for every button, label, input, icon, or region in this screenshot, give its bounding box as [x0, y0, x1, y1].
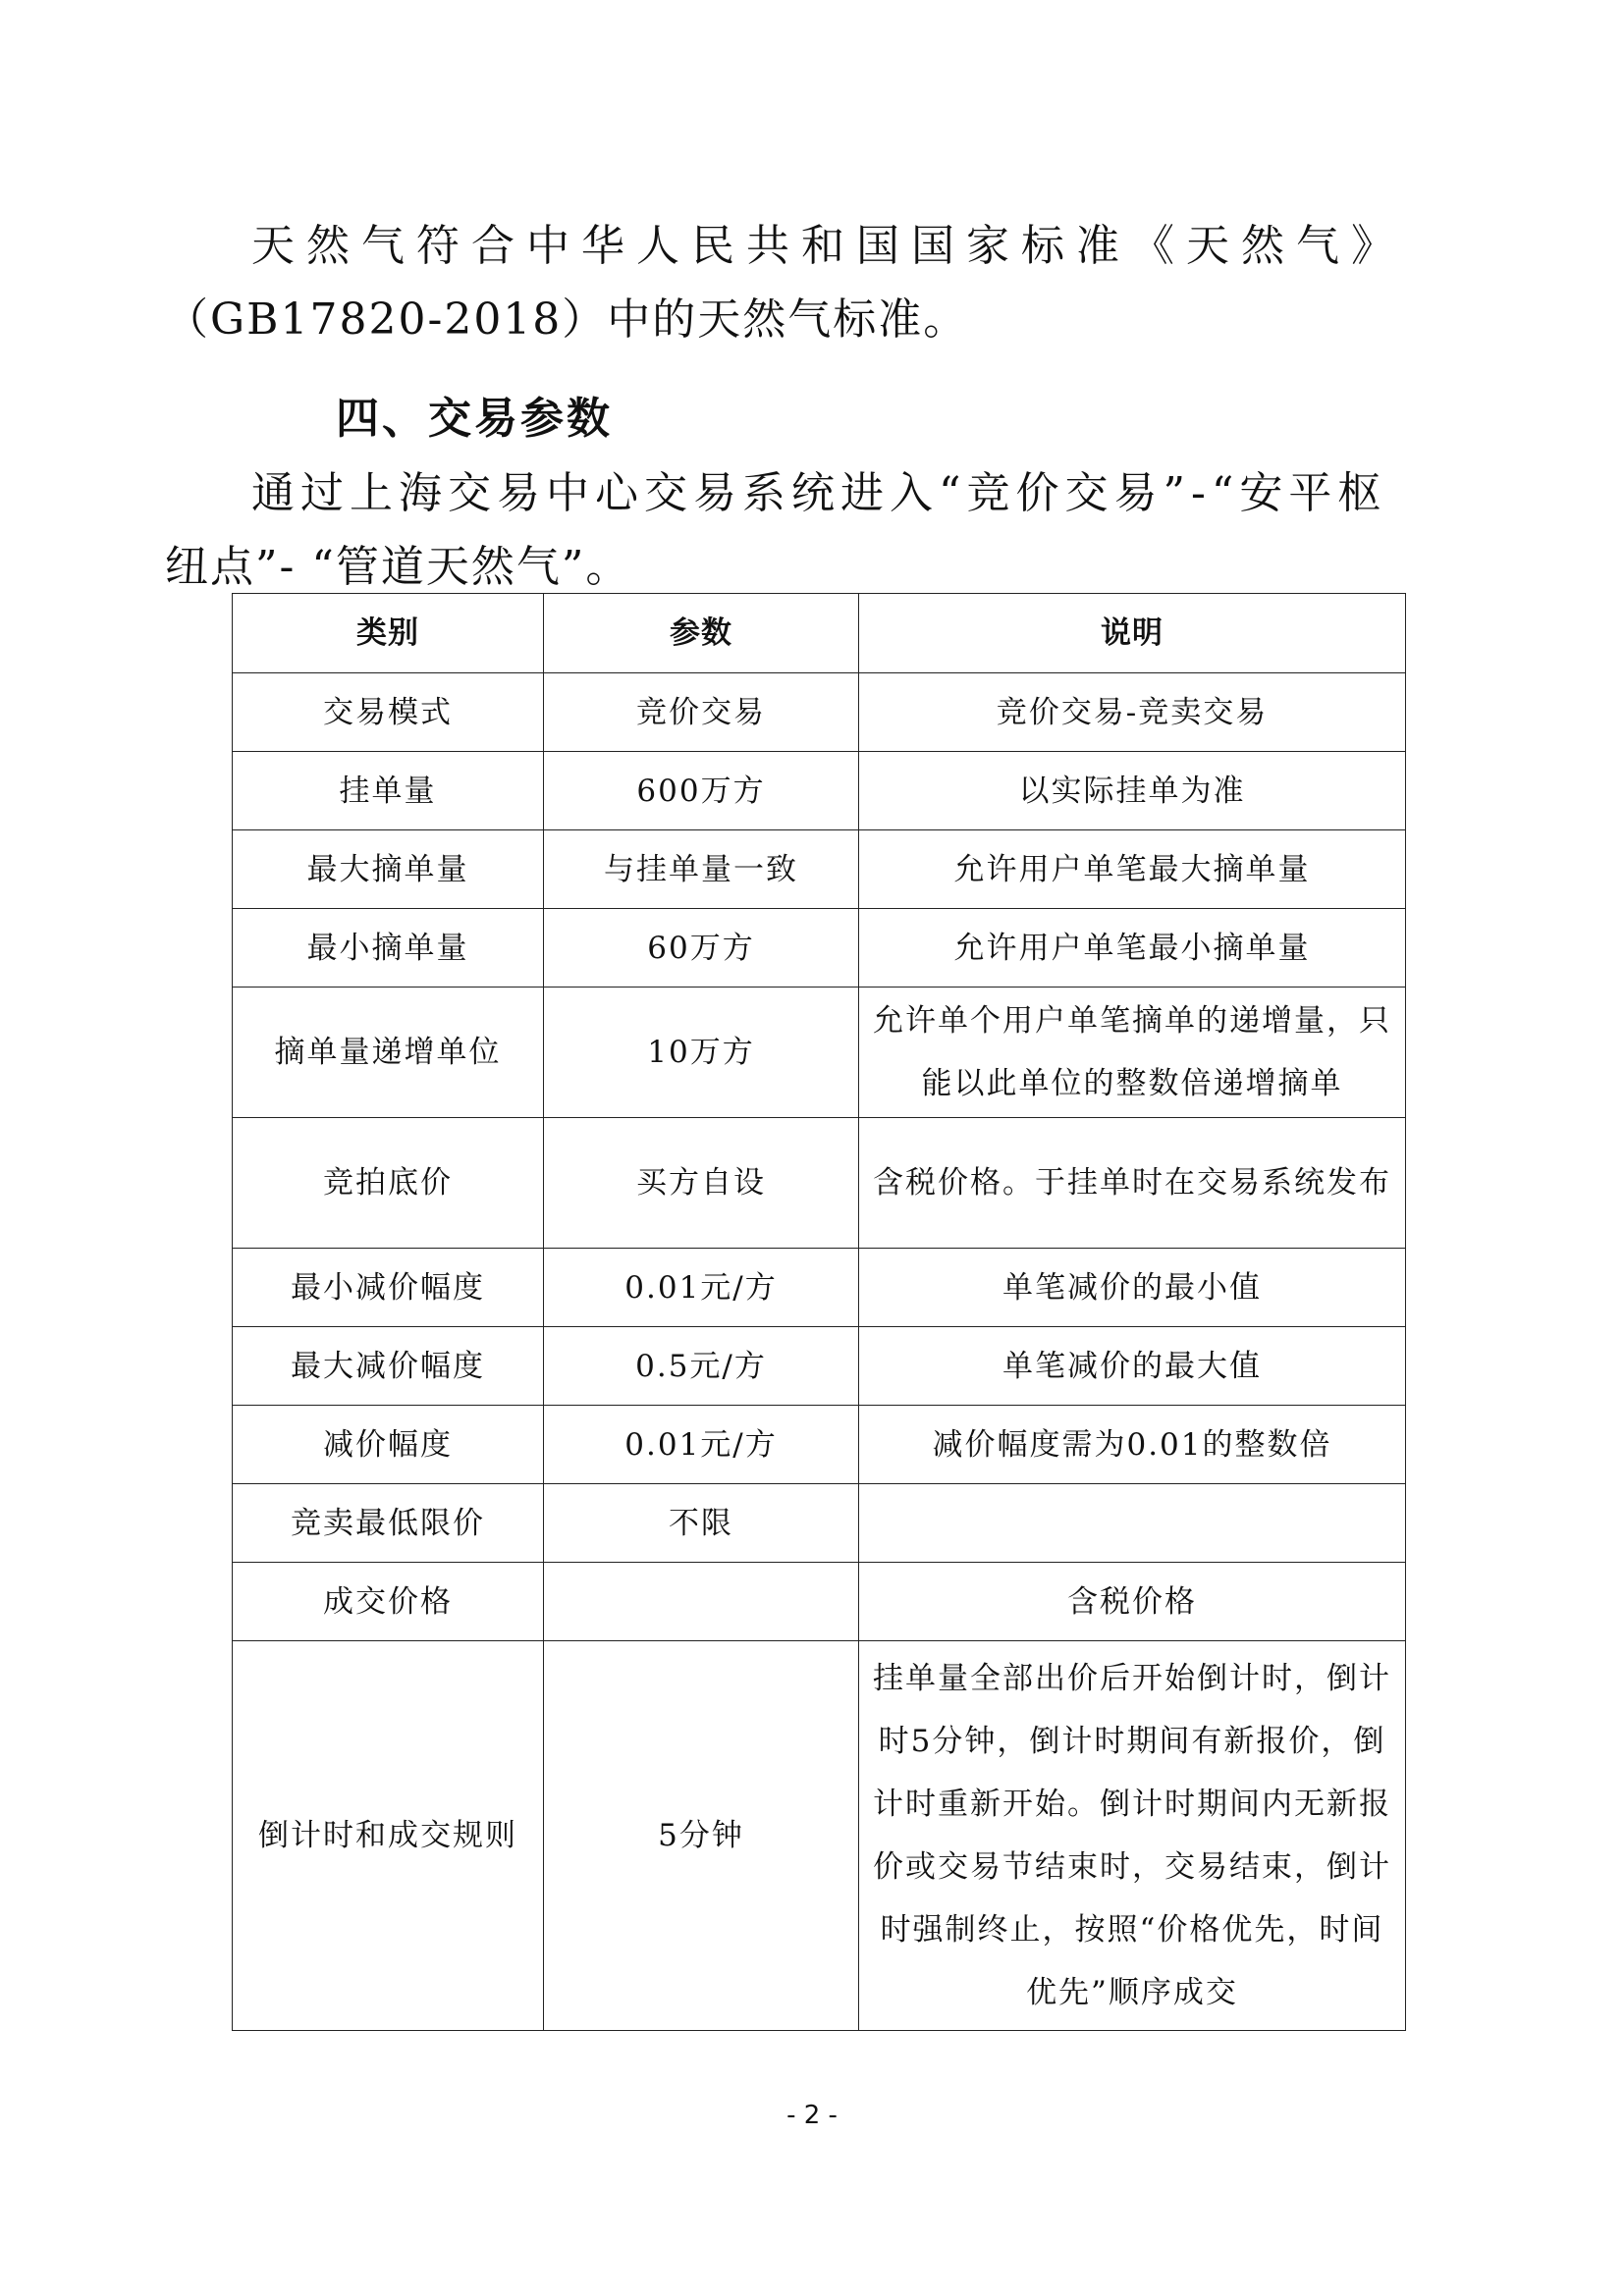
header-param: 参数 — [544, 594, 859, 673]
table-row — [233, 909, 1406, 988]
cell-param: 5分钟 — [544, 1641, 859, 2031]
trading-parameters-table — [232, 593, 1406, 2031]
table-row — [233, 1118, 1406, 1249]
cell-category: 竞卖最低限价 — [233, 1484, 544, 1563]
cell-param: 竞价交易 — [544, 673, 859, 752]
table-row — [233, 830, 1406, 909]
header-category: 类别 — [233, 594, 544, 673]
cell-desc: 允许用户单笔最大摘单量 — [859, 830, 1406, 909]
cell-param — [544, 1563, 859, 1641]
table-row — [233, 988, 1406, 1118]
cell-param: 0.01元/方 — [544, 1249, 859, 1327]
paragraph-line: 纽点”- “管道天然气”。 — [165, 542, 631, 592]
cell-category: 最大减价幅度 — [233, 1327, 544, 1406]
cell-param: 与挂单量一致 — [544, 830, 859, 909]
cell-category: 成交价格 — [233, 1563, 544, 1641]
cell-desc: 竞价交易-竞卖交易 — [859, 673, 1406, 752]
cell-category: 挂单量 — [233, 752, 544, 830]
cell-desc — [859, 1484, 1406, 1563]
cell-category: 交易模式 — [233, 673, 544, 752]
table-row — [233, 752, 1406, 830]
cell-category: 最小摘单量 — [233, 909, 544, 988]
paragraph-line: （GB17820-2018）中的天然气标准。 — [165, 294, 969, 345]
cell-desc: 允许用户单笔最小摘单量 — [859, 909, 1406, 988]
cell-param: 10万方 — [544, 988, 859, 1118]
cell-desc: 允许单个用户单笔摘单的递增量，只能以此单位的整数倍递增摘单 — [859, 988, 1406, 1118]
cell-category: 最小减价幅度 — [233, 1249, 544, 1327]
cell-category: 倒计时和成交规则 — [233, 1641, 544, 2031]
cell-param: 600万方 — [544, 752, 859, 830]
cell-desc: 减价幅度需为0.01的整数倍 — [859, 1406, 1406, 1484]
page-number: - 2 - — [786, 2101, 838, 2130]
table-row — [233, 1641, 1406, 2031]
table-row — [233, 1249, 1406, 1327]
cell-desc: 挂单量全部出价后开始倒计时，倒计时5分钟，倒计时期间有新报价，倒计时重新开始。倒计时期间内无新报价或交易节结束时，交易结束，倒计时强制终止，按照“价格优先，时间优先”顺序成交 — [859, 1641, 1406, 2031]
table-row — [233, 1563, 1406, 1641]
cell-desc: 以实际挂单为准 — [859, 752, 1406, 830]
cell-desc: 含税价格。于挂单时在交易系统发布 — [859, 1118, 1406, 1249]
cell-category: 减价幅度 — [233, 1406, 544, 1484]
table-row — [233, 1484, 1406, 1563]
cell-param: 买方自设 — [544, 1118, 859, 1249]
cell-param: 0.01元/方 — [544, 1406, 859, 1484]
cell-param: 不限 — [544, 1484, 859, 1563]
cell-category: 摘单量递增单位 — [233, 988, 544, 1118]
cell-category: 竞拍底价 — [233, 1118, 544, 1249]
header-desc: 说明 — [859, 594, 1406, 673]
table-header-row — [233, 594, 1406, 673]
paragraph-line: 通过上海交易中心交易系统进入“竞价交易”-“安平枢 — [251, 468, 1387, 518]
table-row — [233, 1327, 1406, 1406]
paragraph-line: 天然气符合中华人民共和国国家标准《天然气》 — [251, 221, 1406, 271]
section-heading: 四、交易参数 — [336, 394, 613, 444]
cell-desc: 单笔减价的最小值 — [859, 1249, 1406, 1327]
paragraph-access — [165, 456, 1390, 604]
cell-category: 最大摘单量 — [233, 830, 544, 909]
table-row — [233, 673, 1406, 752]
cell-param: 60万方 — [544, 909, 859, 988]
cell-desc: 含税价格 — [859, 1563, 1406, 1641]
cell-desc: 单笔减价的最大值 — [859, 1327, 1406, 1406]
paragraph-standard — [165, 209, 1406, 356]
cell-param: 0.5元/方 — [544, 1327, 859, 1406]
table-row — [233, 1406, 1406, 1484]
